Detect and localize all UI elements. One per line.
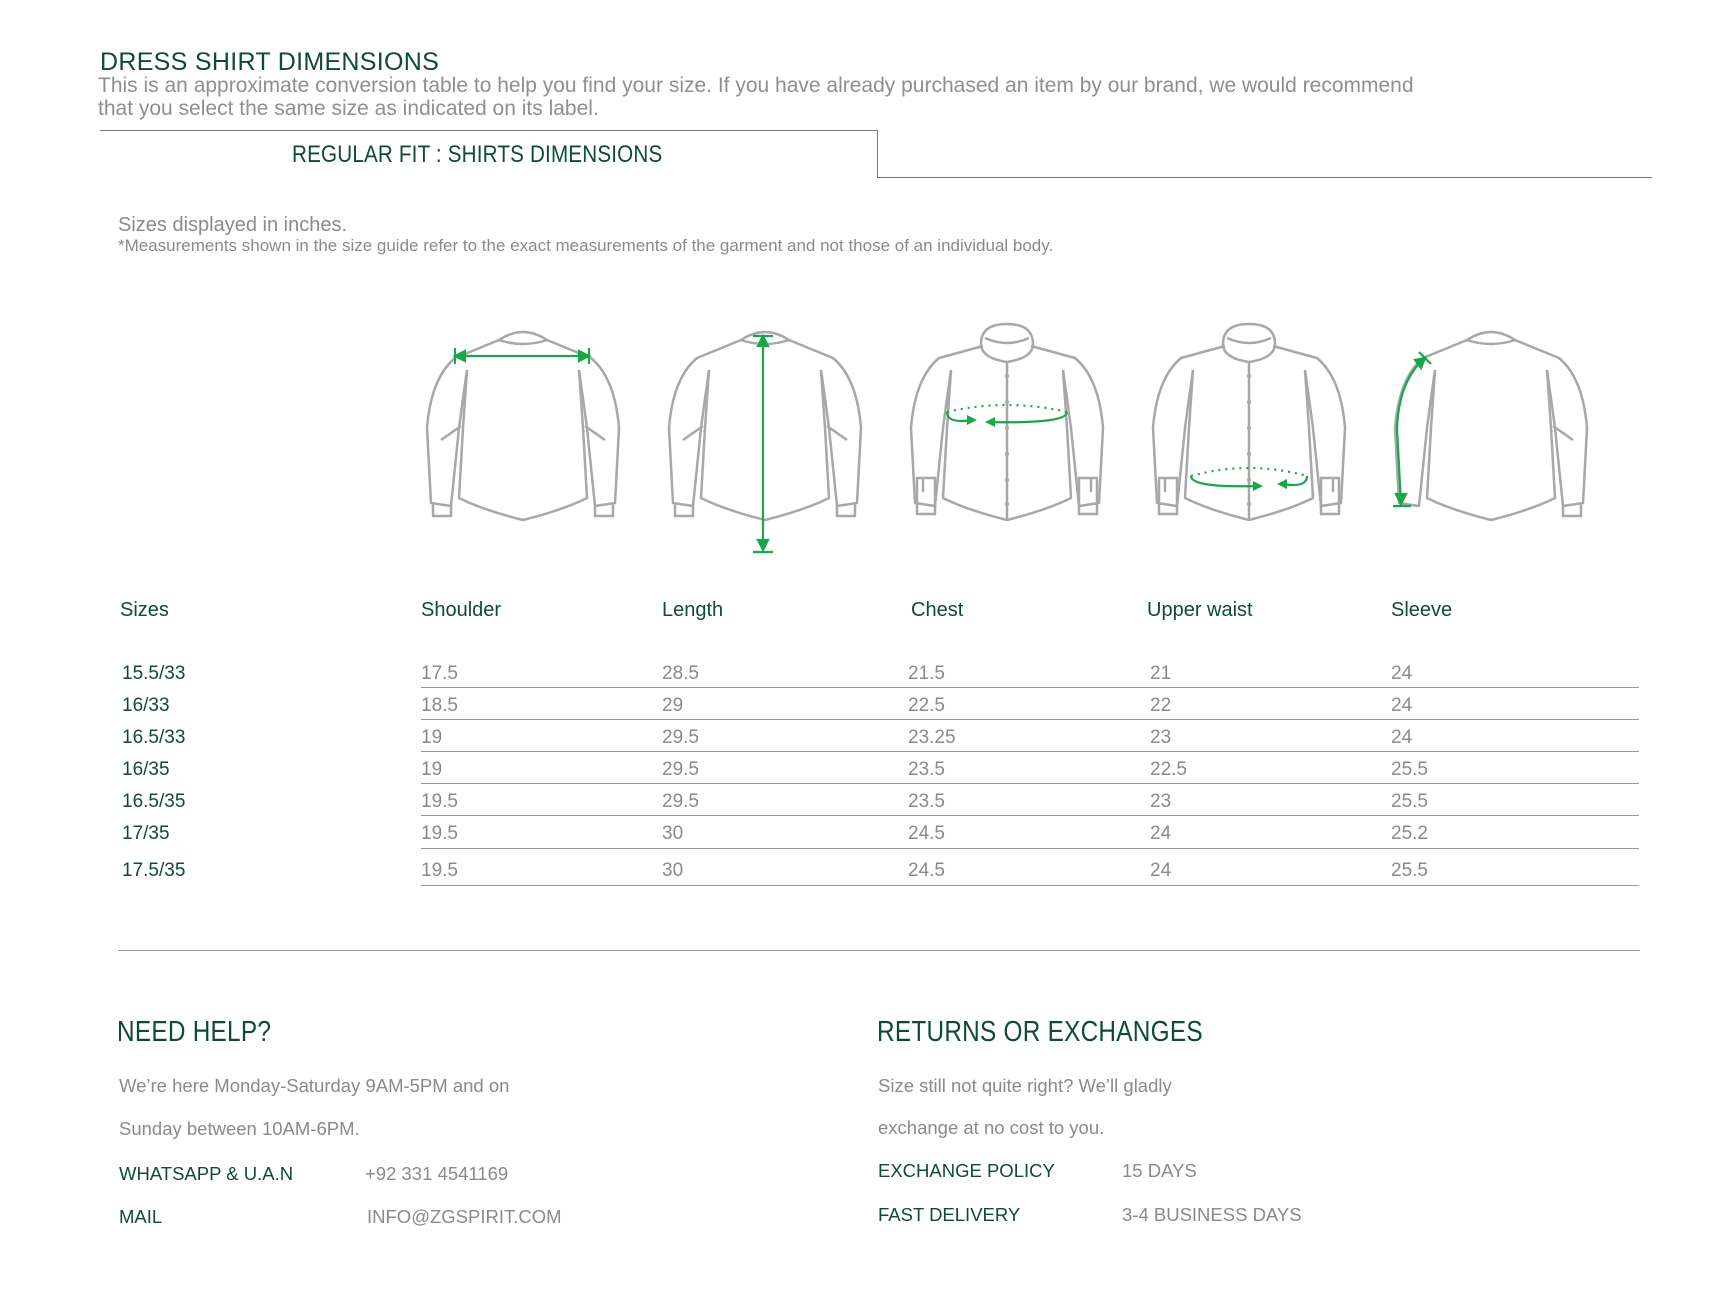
- exchange-policy-value: 15 DAYS: [1122, 1160, 1197, 1181]
- shoulder-cell: 19.5: [421, 823, 458, 844]
- waist-cell: 24: [1150, 823, 1172, 844]
- length-cell: 28.5: [662, 663, 699, 684]
- fast-delivery-value: 3-4 BUSINESS DAYS: [1122, 1204, 1302, 1225]
- whatsapp-number-link[interactable]: +92 331 4541169: [365, 1163, 509, 1184]
- row-divider: [421, 719, 1639, 720]
- whatsapp-label: WHATSAPP & U.A.N: [119, 1163, 294, 1184]
- length-cell: 29: [662, 695, 684, 716]
- chest-cell: 24.5: [908, 823, 945, 844]
- mail-address-link[interactable]: INFO@ZGSPIRIT.COM: [367, 1206, 562, 1227]
- tab-regular-fit[interactable]: REGULAR FIT : SHIRTS DIMENSIONS: [292, 141, 663, 168]
- waist-cell: 23: [1150, 727, 1172, 748]
- column-header-sizes: Sizes: [120, 599, 169, 621]
- shoulder-cell: 19: [421, 727, 443, 748]
- shoulder-cell: 17.5: [421, 663, 458, 684]
- intro-text-line-1: This is an approximate conversion table to help you find your size. If you have already purchased an item by our brand, we would recommend: [98, 74, 1414, 97]
- measurement-note: *Measurements shown in the size guide refer to the exact measurements of the garment and not those of an individual body.: [118, 236, 1054, 255]
- returns-line-2: exchange at no cost to you.: [878, 1117, 1105, 1138]
- shirt-sleeve-icon: [1391, 318, 1591, 558]
- exchange-policy-label: EXCHANGE POLICY: [878, 1160, 1055, 1181]
- sleeve-cell: 25.5: [1391, 791, 1428, 812]
- tab-border-top: [100, 130, 878, 131]
- column-header-chest: Chest: [911, 599, 964, 621]
- mail-label: MAIL: [119, 1206, 163, 1227]
- help-hours-line-2: Sunday between 10AM-6PM.: [119, 1118, 360, 1139]
- sleeve-cell: 25.5: [1391, 860, 1428, 881]
- size-cell: 16.5/35: [122, 791, 186, 812]
- help-title: NEED HELP?: [117, 1016, 272, 1048]
- footer-divider: [118, 950, 1640, 951]
- shirt-waist-icon: [1149, 318, 1349, 558]
- sleeve-cell: 25.5: [1391, 759, 1428, 780]
- returns-title: RETURNS OR EXCHANGES: [877, 1016, 1203, 1048]
- units-note: Sizes displayed in inches.: [118, 214, 348, 236]
- row-divider: [421, 815, 1639, 816]
- row-divider: [421, 687, 1639, 688]
- chest-cell: 24.5: [908, 860, 945, 881]
- waist-cell: 21: [1150, 663, 1172, 684]
- shoulder-cell: 19.5: [421, 791, 458, 812]
- chest-cell: 22.5: [908, 695, 945, 716]
- length-cell: 30: [662, 860, 684, 881]
- returns-line-1: Size still not quite right? We’ll gladly: [878, 1075, 1172, 1096]
- tab-border-bottom: [877, 177, 1652, 178]
- length-cell: 29.5: [662, 759, 699, 780]
- column-header-sleeve: Sleeve: [1391, 599, 1453, 621]
- shirt-shoulder-icon: [423, 318, 623, 558]
- size-cell: 16/33: [122, 695, 170, 716]
- row-divider: [421, 848, 1639, 849]
- shoulder-cell: 19: [421, 759, 443, 780]
- chest-cell: 23.5: [908, 759, 945, 780]
- shirt-length-icon: [665, 318, 865, 558]
- sleeve-cell: 25.2: [1391, 823, 1428, 844]
- shirt-chest-icon: [907, 318, 1107, 558]
- size-cell: 15.5/33: [122, 663, 186, 684]
- row-divider: [421, 751, 1639, 752]
- size-cell: 17/35: [122, 823, 170, 844]
- sleeve-cell: 24: [1391, 663, 1413, 684]
- column-header-length: Length: [662, 599, 724, 621]
- waist-cell: 24: [1150, 860, 1172, 881]
- size-cell: 16.5/33: [122, 727, 186, 748]
- sleeve-cell: 24: [1391, 695, 1413, 716]
- intro-text-line-2: that you select the same size as indicated on its label.: [98, 97, 599, 120]
- chest-cell: 21.5: [908, 663, 945, 684]
- row-divider: [421, 885, 1639, 886]
- waist-cell: 23: [1150, 791, 1172, 812]
- size-cell: 16/35: [122, 759, 170, 780]
- column-header-upper-waist: Upper waist: [1147, 599, 1253, 621]
- chest-cell: 23.25: [908, 727, 956, 748]
- row-divider: [421, 783, 1639, 784]
- tab-border-side: [877, 130, 878, 178]
- column-header-shoulder: Shoulder: [421, 599, 502, 621]
- size-cell: 17.5/35: [122, 860, 186, 881]
- shoulder-cell: 18.5: [421, 695, 458, 716]
- waist-cell: 22.5: [1150, 759, 1187, 780]
- length-cell: 29.5: [662, 727, 699, 748]
- length-cell: 30: [662, 823, 684, 844]
- help-hours-line-1: We’re here Monday-Saturday 9AM-5PM and on: [119, 1075, 510, 1096]
- waist-cell: 22: [1150, 695, 1172, 716]
- length-cell: 29.5: [662, 791, 699, 812]
- page-title: DRESS SHIRT DIMENSIONS: [100, 48, 440, 76]
- chest-cell: 23.5: [908, 791, 945, 812]
- fast-delivery-label: FAST DELIVERY: [878, 1204, 1021, 1225]
- sleeve-cell: 24: [1391, 727, 1413, 748]
- shoulder-cell: 19.5: [421, 860, 458, 881]
